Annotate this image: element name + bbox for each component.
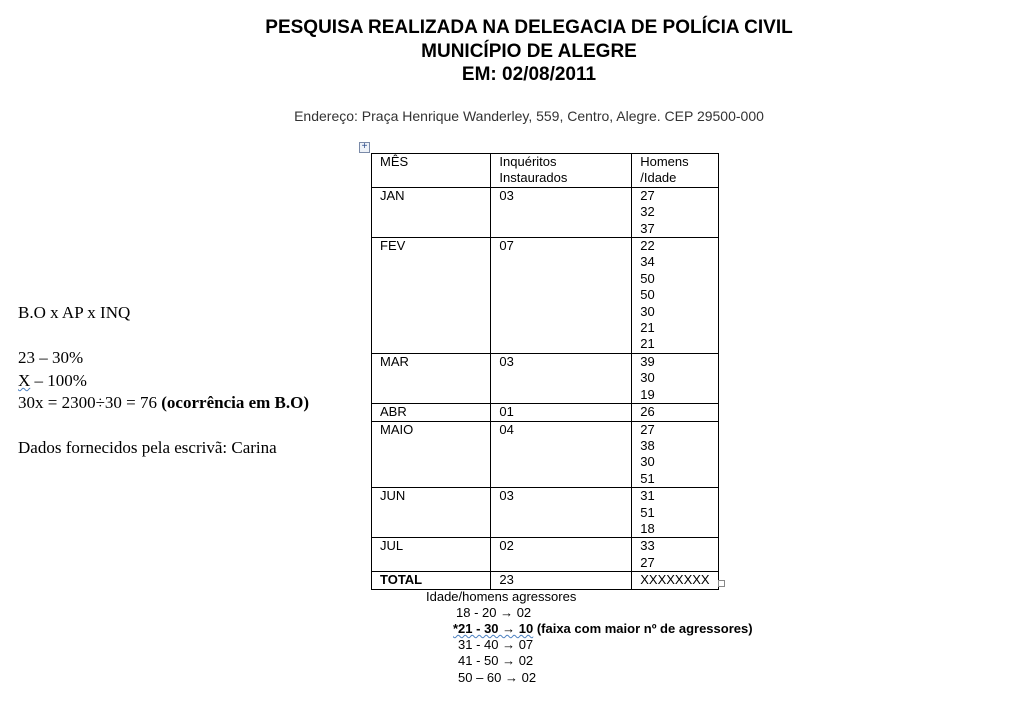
age-value: 18 bbox=[640, 520, 655, 536]
age-value: 27 bbox=[640, 421, 655, 437]
row-month: MAR bbox=[372, 353, 491, 403]
age-value: 27 bbox=[640, 554, 655, 570]
address-line: Endereço: Praça Henrique Wanderley, 559, Centro, Alegre. CEP 29500-000 bbox=[294, 108, 764, 124]
age-range-41-50: 41 - 50 → 02 bbox=[458, 653, 534, 668]
age-range-31-40: 31 - 40 → 07 bbox=[458, 637, 534, 652]
age-range-21-30-value: *21 - 30 → 10 bbox=[453, 621, 534, 636]
row-month: MAIO bbox=[372, 421, 491, 488]
age-value: 37 bbox=[640, 220, 655, 236]
row-month: FEV bbox=[372, 238, 491, 354]
row-month: JAN bbox=[372, 187, 491, 237]
header-month: MÊS bbox=[372, 154, 491, 188]
age-value: 21 bbox=[640, 336, 655, 352]
age-value: 31 bbox=[640, 488, 655, 504]
row-ages bbox=[632, 238, 719, 354]
age-range-50-60: 50 – 60 → 02 bbox=[458, 670, 537, 685]
age-value: 21 bbox=[640, 320, 655, 336]
age-value: 27 bbox=[640, 187, 655, 203]
row-ages bbox=[632, 488, 719, 538]
row-ages bbox=[632, 404, 719, 421]
table-row bbox=[372, 238, 719, 354]
age-value: 34 bbox=[640, 254, 655, 270]
row-month: JUL bbox=[372, 538, 491, 572]
table-row bbox=[372, 404, 719, 421]
age-range-21-30-note: (faixa com maior nº de agressores) bbox=[533, 621, 753, 636]
document-title: PESQUISA REALIZADA NA DELEGACIA DE POLÍCIA CIVIL bbox=[265, 17, 793, 38]
age-value: 32 bbox=[640, 204, 655, 220]
age-value: 30 bbox=[640, 370, 655, 386]
row-ages bbox=[632, 421, 719, 488]
row-count: 02 bbox=[491, 538, 632, 572]
row-month: ABR bbox=[372, 404, 491, 421]
note-calculation bbox=[18, 392, 309, 414]
age-value: 30 bbox=[640, 303, 655, 319]
age-value: 50 bbox=[640, 287, 655, 303]
note-calc-result: (ocorrência em B.O) bbox=[161, 393, 310, 412]
age-value: 22 bbox=[640, 238, 655, 254]
header-ages: Homens /Idade bbox=[632, 154, 719, 188]
table-resize-handle[interactable] bbox=[718, 580, 725, 587]
table-row bbox=[372, 488, 719, 538]
age-value: 39 bbox=[640, 353, 655, 369]
row-count: 03 bbox=[491, 353, 632, 403]
age-range-21-30 bbox=[453, 621, 753, 638]
row-count: 04 bbox=[491, 421, 632, 488]
age-value: 50 bbox=[640, 270, 655, 286]
table-row bbox=[372, 538, 719, 572]
table-row bbox=[372, 353, 719, 403]
table-row bbox=[372, 421, 719, 488]
age-range-18-20: 18 - 20 → 02 bbox=[456, 605, 532, 620]
age-value: 26 bbox=[640, 404, 655, 420]
table-header-row bbox=[372, 154, 719, 188]
note-percent-1: 23 – 30% bbox=[18, 348, 84, 367]
inquiries-table bbox=[371, 153, 719, 590]
row-count: 03 bbox=[491, 187, 632, 237]
table-total-row bbox=[372, 572, 719, 589]
age-value: 51 bbox=[640, 470, 655, 486]
note-x-var: X bbox=[18, 371, 31, 390]
note-percent-2 bbox=[18, 370, 87, 392]
row-ages bbox=[632, 353, 719, 403]
note-x-rest: – 100% bbox=[30, 371, 87, 390]
note-source: Dados fornecidos pela escrivã: Carina bbox=[18, 438, 277, 457]
row-ages bbox=[632, 187, 719, 237]
age-value: 19 bbox=[640, 386, 655, 402]
total-ages: XXXXXXXX bbox=[632, 572, 719, 589]
note-calc-formula: 30x = 2300÷30 = 76 bbox=[18, 393, 162, 412]
row-ages bbox=[632, 538, 719, 572]
age-value: 38 bbox=[640, 437, 655, 453]
table-row bbox=[372, 187, 719, 237]
note-bo-ap-inq: B.O x AP x INQ bbox=[18, 303, 131, 322]
row-count: 03 bbox=[491, 488, 632, 538]
row-count: 01 bbox=[491, 404, 632, 421]
age-value: 33 bbox=[640, 538, 655, 554]
age-ranges-title: Idade/homens agressores bbox=[426, 589, 577, 604]
document-date: EM: 02/08/2011 bbox=[461, 64, 597, 85]
total-label: TOTAL bbox=[372, 572, 491, 589]
document-subtitle: MUNICÍPIO DE ALEGRE bbox=[421, 41, 637, 62]
row-month: JUN bbox=[372, 488, 491, 538]
row-count: 07 bbox=[491, 238, 632, 354]
total-count: 23 bbox=[491, 572, 632, 589]
table-move-icon[interactable]: + bbox=[359, 142, 370, 153]
age-value: 51 bbox=[640, 504, 655, 520]
age-value: 30 bbox=[640, 454, 655, 470]
header-inquiries: Inquéritos Instaurados bbox=[491, 154, 632, 188]
